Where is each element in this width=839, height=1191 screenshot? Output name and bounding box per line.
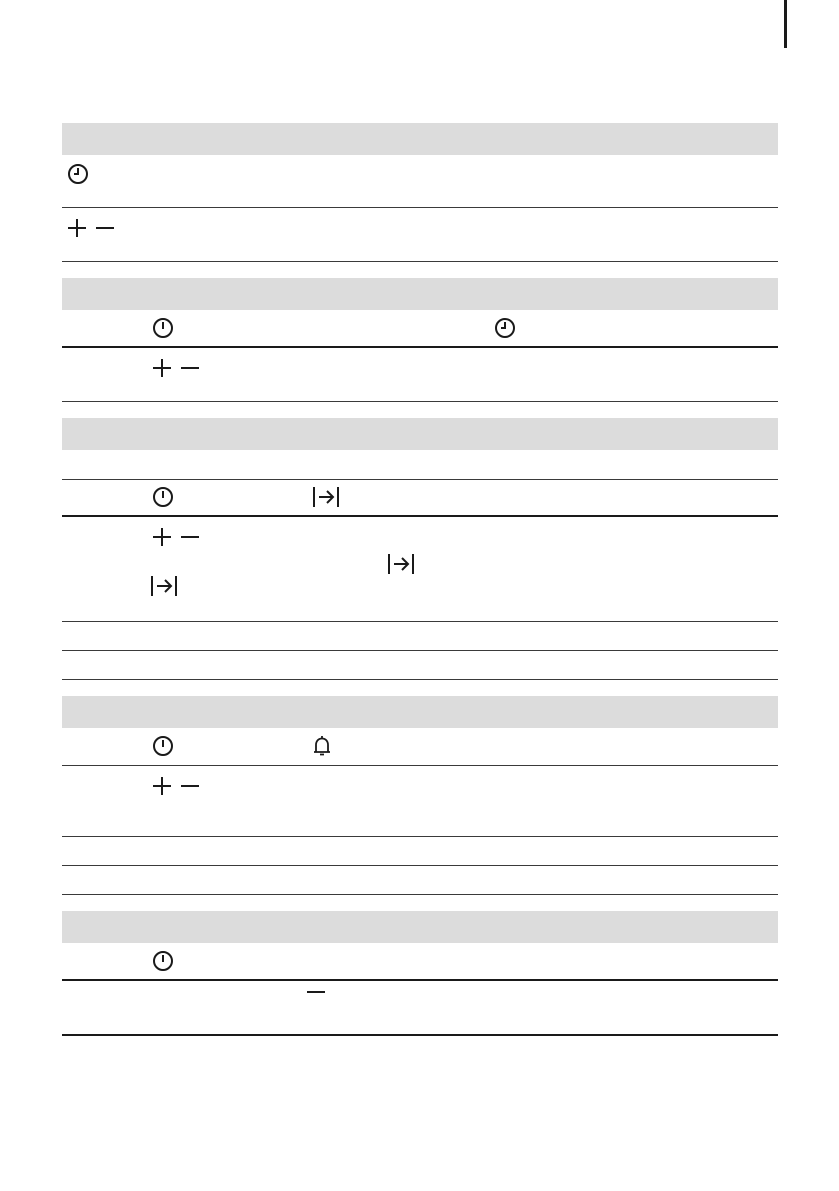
table-row (62, 208, 778, 262)
table-row (62, 651, 778, 680)
minus-icon (180, 358, 200, 378)
plus-icon (152, 358, 172, 378)
table-row (62, 837, 778, 866)
table-row (62, 866, 778, 895)
table-row (62, 943, 778, 981)
minus-icon (180, 776, 200, 796)
table-row (62, 480, 778, 517)
plus-icon (67, 218, 87, 238)
table-row (62, 622, 778, 651)
table-row (62, 155, 778, 208)
timer-icon (152, 486, 174, 508)
table-row (62, 981, 778, 1036)
table-row (62, 728, 778, 766)
table-header (62, 123, 778, 155)
plus-icon (152, 776, 172, 796)
clock-icon (494, 317, 516, 339)
minus-icon (95, 218, 115, 238)
clock-icon (67, 163, 89, 185)
minus-icon (180, 527, 200, 547)
table-row (62, 450, 778, 480)
end-arrow-icon (150, 575, 178, 597)
table-row (62, 517, 778, 622)
instruction-tables (62, 123, 778, 1036)
table-header (62, 911, 778, 943)
table-row (62, 348, 778, 402)
table-header (62, 696, 778, 728)
table-row (62, 766, 778, 837)
bell-icon (312, 735, 332, 757)
table-header (62, 278, 778, 310)
timer-icon (152, 317, 174, 339)
minus-icon (306, 982, 326, 1002)
table-row (62, 310, 778, 348)
end-arrow-icon (312, 486, 340, 508)
table-header (62, 418, 778, 450)
end-arrow-icon (387, 553, 415, 575)
timer-icon (152, 950, 174, 972)
plus-icon (152, 527, 172, 547)
page-edge-mark (784, 0, 787, 48)
timer-icon (152, 735, 174, 757)
